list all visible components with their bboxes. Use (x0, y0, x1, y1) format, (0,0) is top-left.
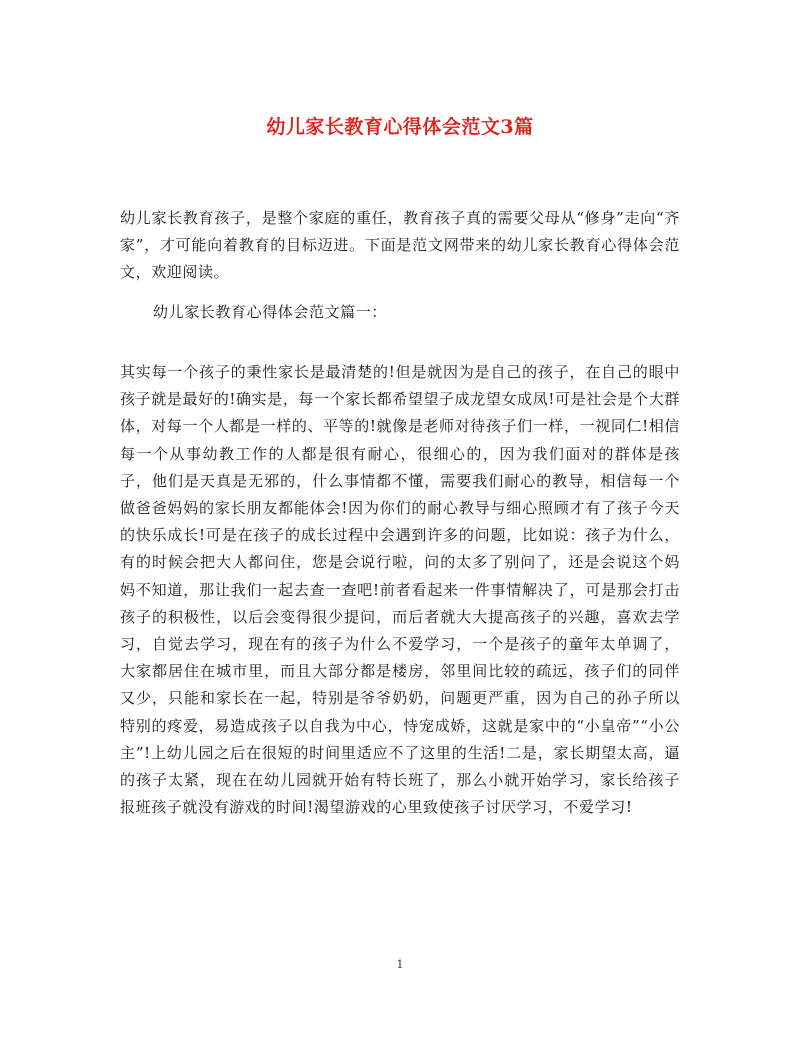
section-heading: 幼儿家长教育心得体会范文篇一： (153, 303, 388, 321)
page-title: 幼儿家长教育心得体会范文3篇 (266, 116, 534, 138)
page-number: 1 (396, 958, 404, 971)
body-paragraph: 其实每一个孩子的秉性家长是最清楚的!但是就因为是自己的孩子，在自己的眼中孩子就是最好的!确实是，每一个家长都希望望子成龙望女成凤!可是社会是个大群体，对每一个人都是一样的、平等的!就像是老师对待孩子们一样，一视同仁!相信每一个从事幼教工作的人都是很有耐心，很细心的，因为我们面对的群体是孩子，他们是天真是无邪的，什么事情都不懂，需要我们耐心的教导，相信每一个做爸爸妈妈的家长朋友都能体会!因为你们的耐心教导与细心照顾才有了孩子今天的快乐成长!可是在孩子的成长过程中会遇到许多的问题，比如说：孩子为什么，有的时候会把大人都问住，您是会说行啦，问的太多了别问了，还是会说这个妈妈不知道，那让我们一起去查一查吧!前者看起来一件事情解决了，可是那会打击孩子的积极性，以后会变得很少提问，而后者就大大提高孩子的兴趣，喜欢去学习，自觉去学习，现在有的孩子为什么不爱学习，一个是孩子的童年太单调了，大家都居住在城市里，而且大部分都是楼房，邻里间比较的疏远，孩子们的同伴又少，只能和家长在一起，特别是爷爷奶奶，问题更严重，因为自己的孙子所以特别的疼爱，易造成孩子以自我为中心，恃宠成娇，这就是家中的“小皇帝”“小公主”!上幼儿园之后在很短的时间里适应不了这里的生活!二是，家长期望太高，逼的孩子太紧，现在在幼儿园就开始有特长班了，那么小就开始学习，家长给孩子报班孩子就没有游戏的时间!渴望游戏的心里致使孩子讨厌学习，不爱学习! (120, 363, 680, 817)
intro-paragraph: 幼儿家长教育孩子，是整个家庭的重任，教育孩子真的需要父母从“修身”走向“齐家”，才可能向着教育的目标迈进。下面是范文网带来的幼儿家长教育心得体会范文，欢迎阅读。 (120, 209, 680, 282)
